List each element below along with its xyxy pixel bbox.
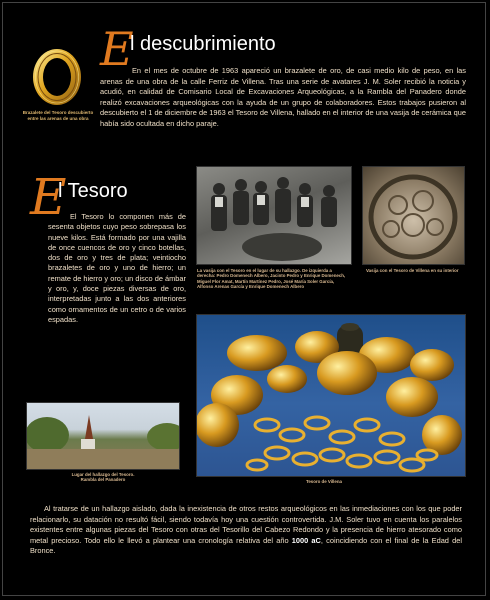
gold-bracelet-image bbox=[30, 46, 84, 108]
conclusion-text-after: , coincidiendo con el final de la Edad del Bronce. bbox=[30, 535, 462, 556]
section2-title-initial: E bbox=[30, 168, 67, 226]
excavation-group-photo bbox=[196, 166, 352, 265]
section1-title-initial: E bbox=[100, 22, 134, 76]
treasure-of-villena-photo bbox=[196, 314, 466, 477]
section1-title: l descubrimiento bbox=[130, 33, 276, 55]
section2-paragraph: El Tesoro lo componen más de sesenta objetos cuyo peso sobrepasa los nueve kilos. Está formado por una vajilla de once cuencos de oro y cinco botellas, dos de oro y tres de plata; veintiocho brazaletes de oro y uno de hierro; un remate de hierro y oro; un disco de ámbar y oro, y, doce piezas diversas de oro, interpretadas junto a las dos anteriores como ornamentos de un cetro o de varios espadas. bbox=[48, 212, 186, 324]
site-photo-caption: Lugar del hallazgo del Tesoro. Rambla del Panadero bbox=[71, 472, 135, 483]
discovery-site-photo bbox=[26, 402, 180, 470]
vessel-with-treasure-photo bbox=[362, 166, 465, 265]
excavation-photo-caption: La vasija con el Tesoro en el lugar de su hallazgo. De izquierda a derecha: Pedro Domenech Albero, Jacinto Pedro y Enrique Domenech, Miguel Flor Amat, Martín Martínez Pedro, José María Soler García, Alfonso Arenas García y Enrique Domenech Albero bbox=[197, 268, 346, 290]
bracelet-caption: Brazalete del Tesoro descubierto entre las arenas de una obra bbox=[22, 110, 94, 121]
vessel-photo-caption: Vasija con el Tesoro de Villena en su interior bbox=[366, 268, 459, 273]
conclusion-text-before: Al tratarse de un hallazgo aislado, dada la inexistencia de otros restos arqueológicos en las inmediaciones con los que poder relacionarlo, su datación no resultó fácil, siendo todavía hoy una cuestión controvertida. J.M. Soler tuvo en cuenta los paralelos existentes entre algunas piezas del Tesoro con otras del Tesorillo del Cabezo Redondo y la presencia de hierro atesorado como metal precioso. Todo ello le llevó a plantear una cronología relativa del año bbox=[30, 504, 462, 545]
conclusion-paragraph bbox=[30, 504, 462, 557]
conclusion-date: 1000 aC bbox=[291, 535, 321, 545]
treasure-photo-caption: Tesoro de Villena bbox=[306, 479, 342, 484]
section2-title: l Tesoro bbox=[58, 180, 128, 202]
section1-paragraph: En el mes de octubre de 1963 apareció un brazalete de oro, de casi medio kilo de peso, en las arenas de una obra de la calle Ferriz de Villena. Tras una serie de avatares J. M. Soler recibió la noticia y acudió, en calidad de Comisario Local de Excavaciones Arqueológicas, a la Rambla del Panadero donde realizó excavaciones arqueológicas con la ayuda de un grupo de colaboradores. Estos trabajos pusieron al descubierto el 1 de diciembre de 1963 el Tesoro de Villena, hallado en el interior de una vasija de cerámica que había sido ocultada en dicho paraje. bbox=[100, 66, 466, 128]
